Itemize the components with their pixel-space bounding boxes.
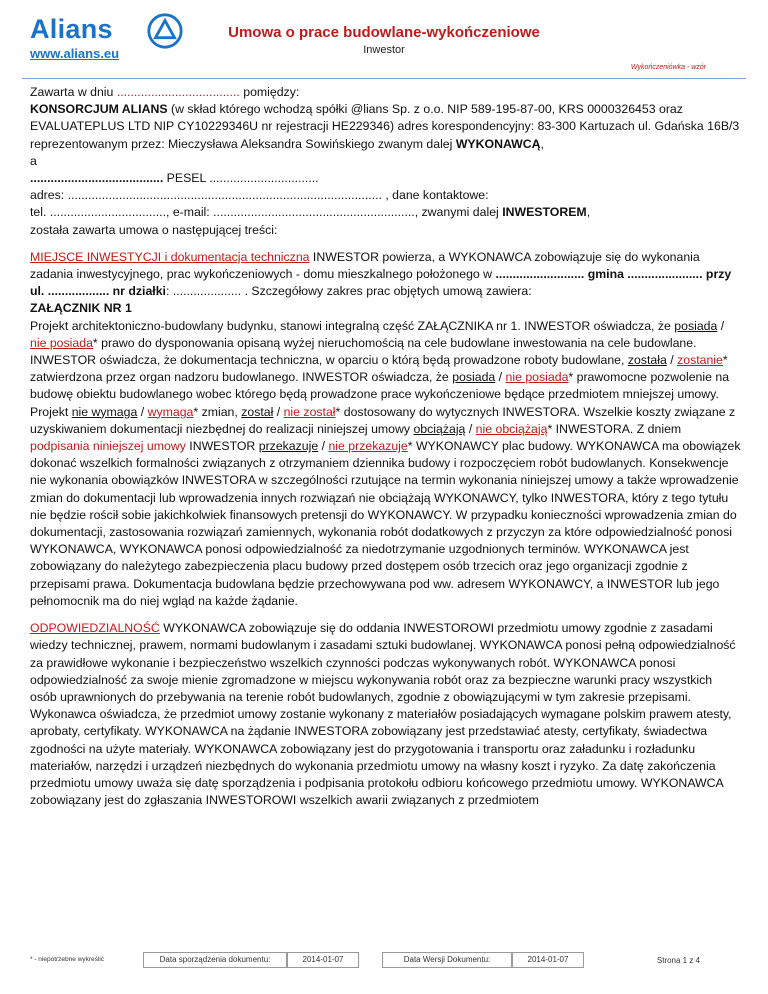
version-date-label: Data Wersji Dokumentu: [382,952,512,968]
section-heading: ODPOWIEDZIALNOŚĆ [30,621,160,636]
document-note: Wykończeniówka - wzór [630,64,706,71]
section-investment-place: MIEJSCE INWESTYCJI i dokumentacja techniczna INWESTOR powierza, a WYKONAWCA zobowiązuje się do wykonania zadania inwestycyjnego, prac wykończeniowych - domu mieszkalnego położonego w .......................... gmina ...................... przy ul. .................. nr działki: .................... . Szczegółowy zakres prac objętych umową zawiera: ZAŁĄCZNIK NR 1 Projekt architektoniczno-budowlany budynku, stanowi integralną część ZAŁĄCZNIKA nr 1. INWESTOR oświadcza, że posiada / nie posiada* prawo do dysponowania opisaną wyżej nieruchomością na cele budowlane inwestowania na cele budowlane. INWESTOR oświadcza, że dokumentacja techniczna, w oparciu o którą będą prowadzone roboty budowlane, została / zostanie* zatwierdzona przez organ nadzoru budowlanego. INWESTOR oświadcza, że posiada / nie posiada* prawomocne pozwolenie na budowę obiektu budowlanego wobec którego będą prowadzone prace wykończeniowe będące przedmiotem mniejszej umowy. Projekt nie wymaga / wymaga* zmian, został / nie został* dostosowany do wytycznych INWESTORA. Wszelkie koszty związane z uzyskiwaniem dokumentacji niezbędnej do realizacji niniejszej umowy obciążają / nie obciążają* INWESTORA. Z dniem podpisania niniejszej umowy INWESTOR przekazuje / nie przekazuje* WYKONAWCY plac budowy. WYKONAWCA ma obowiązek dokonać wszelkich formalności związanych z otrzymaniem dziennika budowy i rozpoczęciem robót budowlanych. Konsekwencje nie wykonania obowiązków INWESTORA w szczególności rzutujące na termin wykonania niniejszej umowy a także wprowadzenie zmian do dokumentacji lub wprowadzenia innych rozwiązań nie obciążają WYKONAWCY, tylko INWESTORA, który z tego tytułu nie będzie rościł sobie jakichkolwiek finansowych pretensji do WYKONAWCY. W przypadku konieczności wprowadzenia zmian do dokumentacji, zastosowania rozwiązań zamiennych, wykonania robót dodatkowych z przyczyn za które odpowiedzialność ponosi WYKONAWCA, WYKONAWCA ponosi odpowiedzialność za niedotrzymanie uzgodnionych terminów. WYKONAWCA jest zobowiązany do należytego zabezpieczenia placu budowy przed dostępem osób trzecich oraz jego organizacji zgodnie z przepisami prawa. Dokumentacja budowlana będzie przechowywana pod ww. adresem WYKONAWCY, a INWESTOR lub jego pełnomocnik ma do niej wgląd na każde żądanie. [30,249,741,608]
version-date-value: 2014-01-07 [512,952,584,968]
annex-label: ZAŁĄCZNIK NR 1 [30,301,132,316]
section-heading: MIEJSCE INWESTYCJI i dokumentacja techniczna [30,249,310,264]
created-date-label: Data sporządzenia dokumentu: [143,952,287,968]
page-number: Strona 1 z 4 [656,956,700,965]
footer-note: * - niepotrzebne wykreślić [30,956,105,963]
logo-url-link[interactable]: www.alians.eu [30,46,120,61]
logo-text: Alians [30,14,113,44]
document-body [30,84,742,819]
company-logo [30,12,190,70]
section-responsibility: ODPOWIEDZIALNOŚĆ WYKONAWCA zobowiązuje się do oddania INWESTOROWI przedmiotu umowy zgodnie z zasadami wiedzy technicznej, prawem, normami budowlanym i zasadami sztuki budowlanej. WYKONAWCA ponosi pełną odpowiedzialność za prawidłowe wykonanie i bezpieczeństwo wszelkich czynności podczas wykonywanych robót. WYKONAWCA ponosi odpowiedzialność za swoje mienie zgromadzone w miejscu wykonywania robót oraz za bezpieczne warunki pracy wszystkich osób uprawnionych do przebywania na terenie robót budowlanych, zgodnie z obowiązującymi w tym zakresie przepisami. Wykonawca oświadcza, że przedmiot umowy zostanie wykonany z materiałów posiadających wymagane polskim prawem atesty, aprobaty, certyfikaty. WYKONAWCA na żądanie INWESTORA zobowiązany jest przedstawiać atesty, certyfikaty, świadectwa zgodności na użyte materiały. WYKONAWCA zobowiązany jest do przygotowania i transportu oraz załadunku i rozładunku materiałów, narzędzi i urządzeń niezbędnych do wykonania przedmiotu umowy na własny koszt i ryzyko. Za datę zakończenia przedmiotu umowy uważa się datę sporządzenia i podpisania protokołu odbioru końcowego przedmiotu umowy. WYKONAWCA zobowiązany jest do zgłaszania INWESTOROWI wszelkich awarii związanych z przedmiotem [30,621,736,808]
header-divider [22,78,746,79]
document-title: Umowa o prace budowlane-wykończeniowe [228,24,540,41]
created-date-value: 2014-01-07 [287,952,359,968]
document-subtitle: Inwestor [363,44,405,56]
intro-paragraph: Zawarta w dniu .................................... pomiędzy: KONSORCJUM ALIANS (w skład którego wchodzą spółki @lians Sp. z o.o. NIP 589-195-87-00, KRS 0000326453 oraz EVALUATEPLUS LTD NIP CY10229346U nr rejestracji HE229346) adres korespondencyjny: 83-300 Kartuzach ul. Gdańska 16B/3 reprezentowanym przez: Mieczysława Aleksandra Sowińskiego zwanym dalej WYKONAWCĄ, a ....................................... PESEL ................................ adres: ............................................................................................ , dane kontaktowe: tel. .................................., e-mail: ..........................................................., zwanymi dalej INWESTOREM, została zawarta umowa o następującej treści: [30,85,740,237]
document-footer [0,950,768,972]
